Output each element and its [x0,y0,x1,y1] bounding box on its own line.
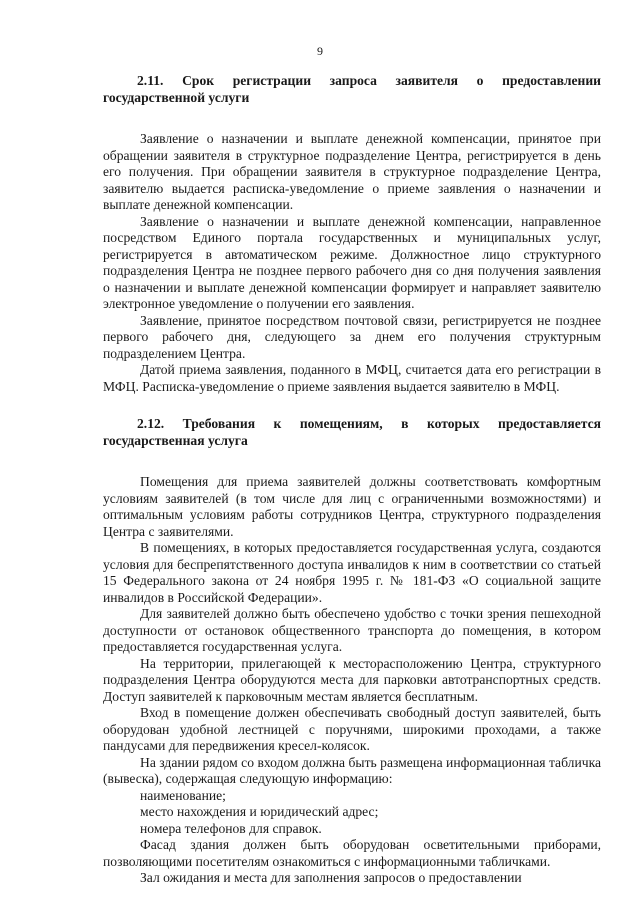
paragraph: На здании рядом со входом должна быть размещена информационная табличка (вывеска), содержащая следующую информацию: [103,754,601,786]
list-item: место нахождения и юридический адрес; [140,804,379,819]
paragraph: Заявление о назначении и выплате денежной компенсации, принятое при обращении заявителя в структурное подразделение Центра, регистрируется в день его получения. При обращении заявителя в структурное подразделение Центра, заявителю выдается расписка-уведомление о приеме заявления о назначении и выплате денежной компенсации. [103,131,601,212]
paragraph: В помещениях, в которых предоставляется государственная услуга, создаются условия для беспрепятственного доступа инвалидов к ним в соответствии со статьей 15 Федерального закона от 24 ноября 1995 г. № 181-ФЗ «О социальной защите инвалидов в Российской Федерации». [103,540,601,605]
paragraph: Заявление о назначении и выплате денежной компенсации, направленное посредством Единого портала государственных и муниципальных услуг, регистрируется в автоматическом режиме. Должностное лицо структурного подразделения Центра не позднее первого рабочего дня со дня получения заявления о назначении и выплате денежной компенсации формирует и направляет заявителю электронное уведомление о получении его заявления. [103,213,601,311]
page-content [103,73,601,887]
paragraph: Фасад здания должен быть оборудован осветительными приборами, позволяющими посетителям ознакомиться с информационными табличками. [103,837,601,869]
paragraph: Зал ожидания и места для заполнения запросов о предоставлении [140,870,522,885]
list-item: наименование; [140,787,226,803]
paragraph: Датой приема заявления, поданного в МФЦ, считается дата его регистрации в МФЦ. Расписка-уведомление о приеме заявления выдается заявителю в МФЦ. [103,362,601,394]
section-heading: 2.11. Срок регистрации запроса заявителя о предоставлении государственной услуги [103,73,601,105]
section-heading: 2.12. Требования к помещениям, в которых предоставляется государственная услуга [103,416,601,448]
paragraph: На территории, прилегающей к месторасположению Центра, структурного подразделения Центра оборудуются места для парковки автотранспортных средств. Доступ заявителей к парковочным местам является бесплатным. [103,655,601,704]
paragraph: Заявление, принятое посредством почтовой связи, регистрируется не позднее первого рабочего дня, следующего за днем его получения структурным подразделением Центра. [103,312,601,361]
page-number: 9 [317,44,323,58]
paragraph: Помещения для приема заявителей должны соответствовать комфортным условиям заявителей (в том числе для лиц с ограниченными возможностями) и оптимальным условиям работы сотрудников Центра, структурного подразделения Центра с заявителями. [103,474,601,539]
paragraph: Вход в помещение должен обеспечивать свободный доступ заявителей, быть оборудован удобной лестницей с поручнями, широкими проходами, а также пандусами для передвижения кресел-колясок. [103,705,601,753]
paragraph: Для заявителей должно быть обеспечено удобство с точки зрения пешеходной доступности от остановок общественного транспорта до помещения, в котором предоставляется государственная услуга. [103,606,601,654]
list-item: номера телефонов для справок. [140,820,322,836]
